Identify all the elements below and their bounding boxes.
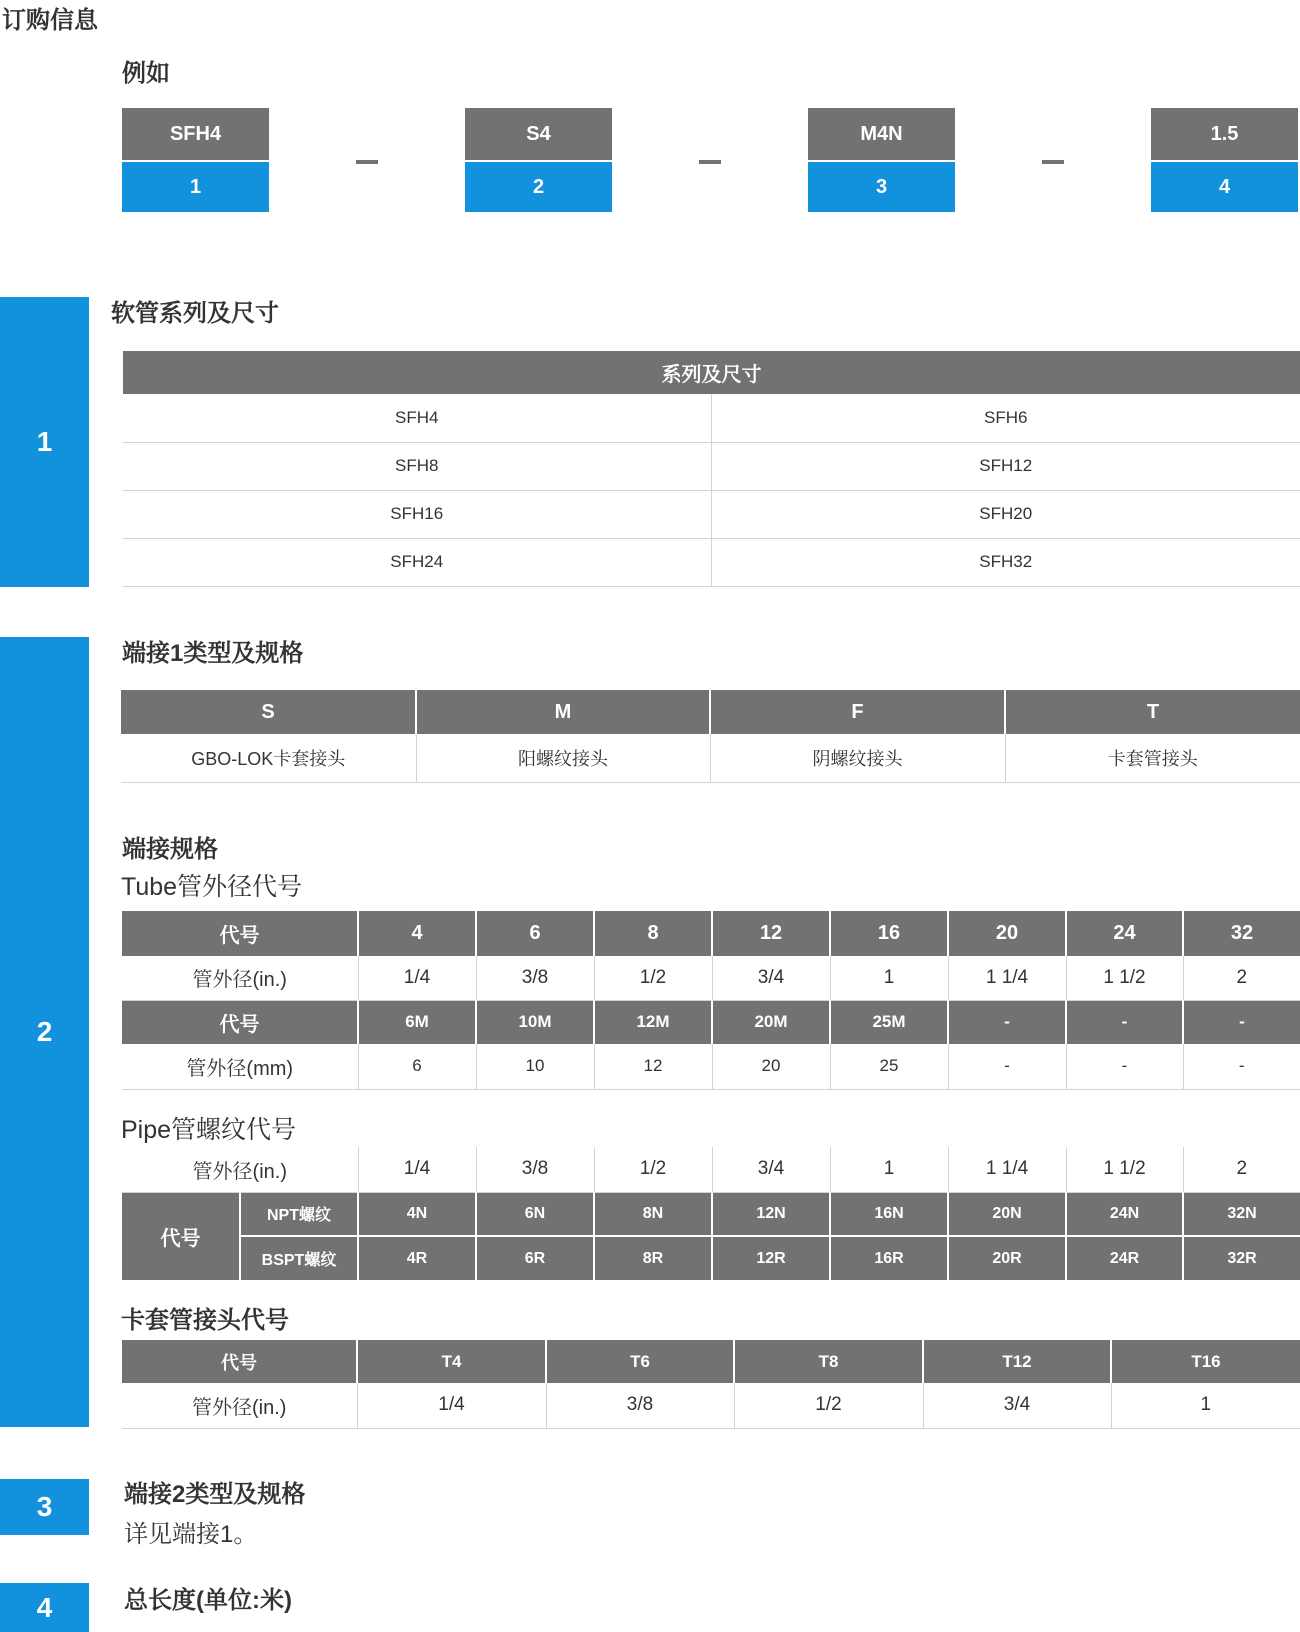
tube-code-mm: - [1183,1000,1300,1044]
tube-od-mm: 12 [594,1044,712,1089]
spec-title: 端接规格 [122,836,218,863]
type-value: 阳螺纹接头 [416,734,710,782]
type-value: GBO-LOK卡套接头 [121,734,416,782]
section-4-title: 总长度(单位:米) [124,1587,292,1614]
section-1-title: 软管系列及尺寸 [111,300,279,327]
ferrule-code: T16 [1111,1340,1300,1383]
separator-dash [699,160,721,164]
type-header: F [710,690,1005,734]
tube-od-mm-label: 管外径(mm) [122,1044,358,1089]
pipe-od-in-label: 管外径(in.) [122,1147,358,1192]
bspt-code: 12R [712,1236,830,1280]
tube-od-mm: 10 [476,1044,594,1089]
example-code: M4N [808,108,955,160]
end-type-table [121,690,1300,783]
table-cell: SFH24 [123,538,711,586]
tube-code-mm: 10M [476,1000,594,1044]
ferrule-od-in: 1/2 [734,1383,923,1428]
example-code-box-4 [1151,108,1298,212]
npt-code: 12N [712,1192,830,1236]
example-label: 例如 [122,60,170,87]
tube-code: 24 [1066,911,1183,956]
tube-code-mm: 6M [358,1000,476,1044]
ferrule-code: T6 [546,1340,734,1383]
npt-code: 4N [358,1192,476,1236]
pipe-title: Pipe管螺纹代号 [121,1116,297,1144]
table-cell: SFH6 [711,394,1300,442]
pipe-od-in: 1 [830,1147,948,1192]
bspt-code: 4R [358,1236,476,1280]
tube-od-mm: - [1183,1044,1300,1089]
table-cell: SFH32 [711,538,1300,586]
pipe-table [122,1147,1300,1280]
type-header: M [416,690,710,734]
tube-od-in: 2 [1183,956,1300,1000]
example-index: 4 [1151,162,1298,212]
tube-code-mm: 12M [594,1000,712,1044]
npt-code: 16N [830,1192,948,1236]
npt-code: 32N [1183,1192,1300,1236]
tube-od-mm: - [948,1044,1066,1089]
table-cell: SFH12 [711,442,1300,490]
separator-dash [1042,160,1064,164]
page-title: 订购信息 [2,7,98,34]
example-code-box-1 [122,108,269,212]
example-code-box-2 [465,108,612,212]
tube-od-in: 1 1/2 [1066,956,1183,1000]
example-code: S4 [465,108,612,160]
tube-od-mm: 6 [358,1044,476,1089]
section-number-2: 2 [0,637,89,1427]
tube-od-in: 3/4 [712,956,830,1000]
example-code: SFH4 [122,108,269,160]
tube-code: 4 [358,911,476,956]
bspt-code: 8R [594,1236,712,1280]
ferrule-od-in: 3/8 [546,1383,734,1428]
tube-code: 8 [594,911,712,956]
ferrule-table [122,1340,1300,1429]
tube-code-label: 代号 [122,911,358,956]
tube-od-in: 1/2 [594,956,712,1000]
ferrule-od-in: 1/4 [357,1383,546,1428]
table-header: 系列及尺寸 [123,351,1300,394]
tube-code-label: 代号 [122,1000,358,1044]
tube-code: 12 [712,911,830,956]
tube-od-in: 1 1/4 [948,956,1066,1000]
pipe-od-in: 1 1/4 [948,1147,1066,1192]
table-cell: SFH20 [711,490,1300,538]
section-2-title: 端接1类型及规格 [122,640,304,667]
npt-code: 8N [594,1192,712,1236]
tube-od-mm: 25 [830,1044,948,1089]
separator-dash [356,160,378,164]
series-size-table [123,351,1300,587]
tube-od-in: 1/4 [358,956,476,1000]
type-header: T [1005,690,1300,734]
ferrule-code: T4 [357,1340,546,1383]
type-value: 卡套管接头 [1005,734,1300,782]
tube-code-mm: - [1066,1000,1183,1044]
type-value: 阴螺纹接头 [710,734,1005,782]
tube-od-in: 3/8 [476,956,594,1000]
section-number-3: 3 [0,1479,89,1535]
bspt-label: BSPT螺纹 [240,1236,358,1280]
section-number-4: 4 [0,1583,89,1632]
table-cell: SFH4 [123,394,711,442]
example-index: 2 [465,162,612,212]
npt-code: 24N [1066,1192,1183,1236]
ferrule-code-label: 代号 [122,1340,357,1383]
npt-code: 6N [476,1192,594,1236]
pipe-code-label: 代号 [122,1192,240,1280]
tube-od-in: 1 [830,956,948,1000]
tube-od-mm: - [1066,1044,1183,1089]
pipe-od-in: 1/2 [594,1147,712,1192]
type-header: S [121,690,416,734]
ferrule-od-in: 1 [1111,1383,1300,1428]
tube-code-mm: 20M [712,1000,830,1044]
table-cell: SFH8 [123,442,711,490]
pipe-od-in: 2 [1183,1147,1300,1192]
tube-code: 16 [830,911,948,956]
pipe-od-in: 3/8 [476,1147,594,1192]
example-index: 3 [808,162,955,212]
example-index: 1 [122,162,269,212]
section-number-1: 1 [0,297,89,587]
ferrule-od-in: 3/4 [923,1383,1111,1428]
bspt-code: 20R [948,1236,1066,1280]
table-cell: SFH16 [123,490,711,538]
tube-od-mm: 20 [712,1044,830,1089]
tube-code: 32 [1183,911,1300,956]
example-code: 1.5 [1151,108,1298,160]
ferrule-title: 卡套管接头代号 [121,1307,289,1334]
tube-code: 6 [476,911,594,956]
tube-code-mm: - [948,1000,1066,1044]
bspt-code: 16R [830,1236,948,1280]
tube-title: Tube管外径代号 [121,873,303,901]
bspt-code: 6R [476,1236,594,1280]
tube-code-mm: 25M [830,1000,948,1044]
tube-table [122,911,1300,1090]
tube-od-in-label: 管外径(in.) [122,956,358,1000]
tube-code: 20 [948,911,1066,956]
npt-code: 20N [948,1192,1066,1236]
ferrule-code: T12 [923,1340,1111,1383]
pipe-od-in: 3/4 [712,1147,830,1192]
npt-label: NPT螺纹 [240,1192,358,1236]
ferrule-od-in-label: 管外径(in.) [122,1383,357,1428]
pipe-od-in: 1 1/2 [1066,1147,1183,1192]
ferrule-code: T8 [734,1340,923,1383]
section-3-title: 端接2类型及规格 [124,1481,306,1508]
pipe-od-in: 1/4 [358,1147,476,1192]
bspt-code: 24R [1066,1236,1183,1280]
bspt-code: 32R [1183,1236,1300,1280]
section-3-note: 详见端接1。 [124,1521,258,1548]
example-code-box-3 [808,108,955,212]
